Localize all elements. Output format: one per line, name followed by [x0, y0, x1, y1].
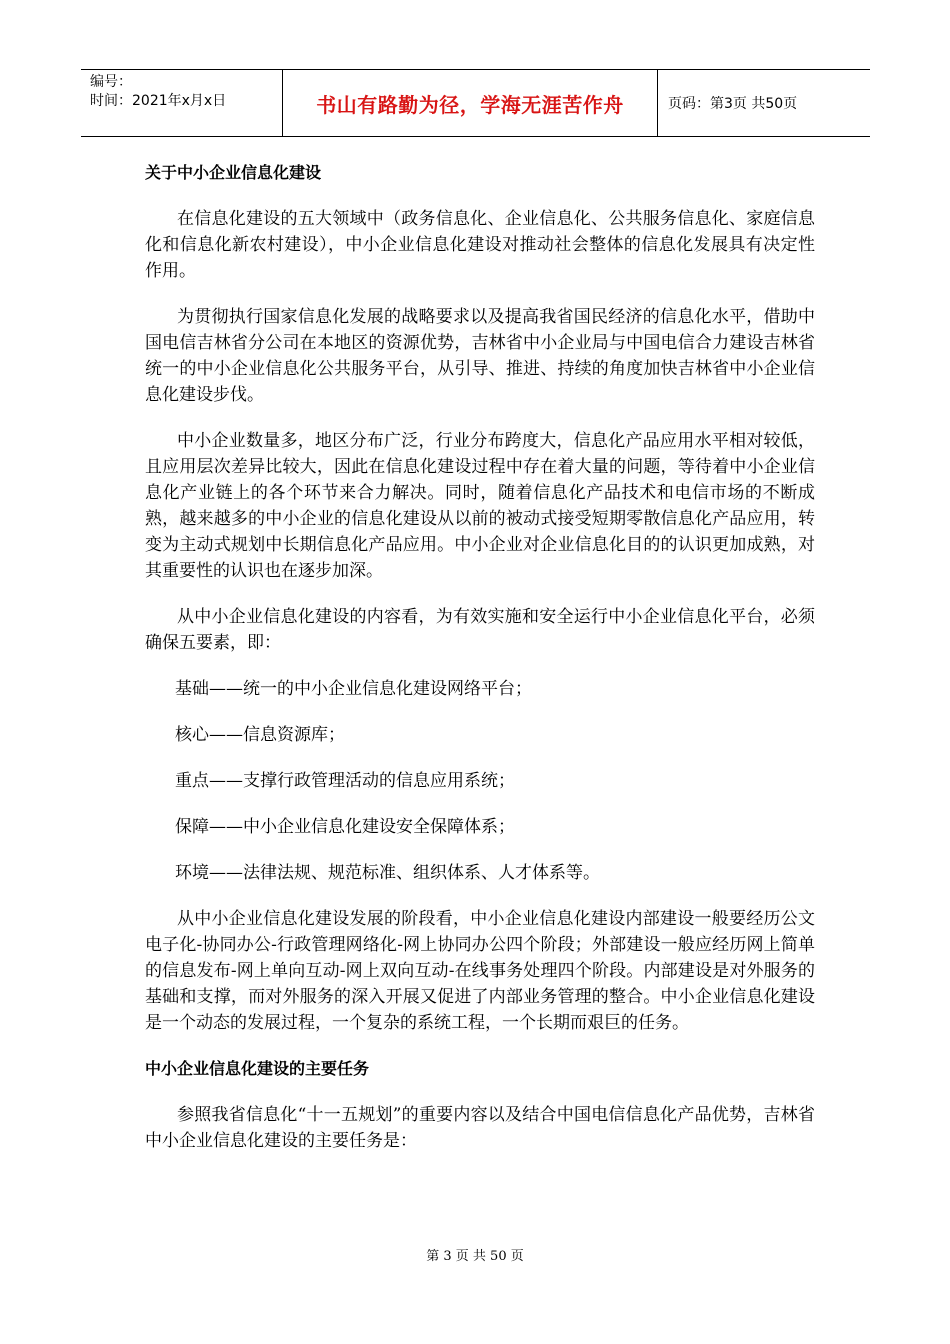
- page-footer: 第 3 页 共 50 页: [426, 1249, 524, 1264]
- document-title: 关于中小企业信息化建设: [145, 163, 322, 182]
- paragraph: 参照我省信息化“十一五规划”的重要内容以及结合中国电信信息化产品优势，吉林省中小企业信息化建设的主要任务是：: [145, 1105, 815, 1151]
- header-motto: 书山有路勤为径，学海无涯苦作舟: [283, 70, 658, 136]
- paragraph: 从中小企业信息化建设发展的阶段看，中小企业信息化建设内部建设一般要经历公文电子化-协同办公-行政管理网络化-网上协同办公四个阶段；外部建设一般应经历网上简单的信息发布-网上单向互动-网上双向互动-在线事务处理四个阶段。内部建设是对外服务的基础和支撑，而对外服务的深入开展又促进了内部业务管理的整合。中小企业信息化建设是一个动态的发展过程，一个复杂的系统工程，一个长期而艰巨的任务。: [145, 909, 815, 1033]
- section-heading: 中小企业信息化建设的主要任务: [145, 1059, 370, 1078]
- element-item: 环境——法律法规、规范标准、组织体系、人才体系等。: [175, 863, 600, 883]
- header-meta: [81, 70, 283, 136]
- element-item: 重点——支撑行政管理活动的信息应用系统；: [175, 771, 515, 791]
- date-label: 时间：2021年x月x日: [90, 93, 227, 109]
- paragraph: 从中小企业信息化建设的内容看，为有效实施和安全运行中小企业信息化平台，必须确保五要素，即：: [145, 607, 815, 653]
- page-header: [81, 69, 870, 137]
- header-page-info: 页码：第3页 共50页: [668, 96, 798, 112]
- element-item: 保障——中小企业信息化建设安全保障体系；: [175, 817, 515, 837]
- paragraph: 在信息化建设的五大领域中（政务信息化、企业信息化、公共服务信息化、家庭信息化和信息化新农村建设），中小企业信息化建设对推动社会整体的信息化发展具有决定性作用。: [145, 209, 815, 281]
- document-body: [145, 150, 815, 1174]
- element-item: 核心——信息资源库；: [175, 725, 345, 745]
- paragraph: 为贯彻执行国家信息化发展的战略要求以及提高我省国民经济的信息化水平，借助中国电信吉林省分公司在本地区的资源优势，吉林省中小企业局与中国电信合力建设吉林省统一的中小企业信息化公共服务平台，从引导、推进、持续的角度加快吉林省中小企业信息化建设步伐。: [145, 307, 815, 405]
- doc-number-label: 编号：: [90, 74, 132, 90]
- paragraph: 中小企业数量多，地区分布广泛，行业分布跨度大，信息化产品应用水平相对较低，且应用层次差异比较大，因此在信息化建设过程中存在着大量的问题，等待着中小企业信息化产业链上的各个环节来合力解决。同时，随着信息化产品技术和电信市场的不断成熟，越来越多的中小企业的信息化建设从以前的被动式接受短期零散信息化产品应用，转变为主动式规划中长期信息化产品应用。中小企业对企业信息化目的的认识更加成熟，对其重要性的认识也在逐步加深。: [145, 431, 815, 581]
- element-item: 基础——统一的中小企业信息化建设网络平台；: [175, 679, 532, 699]
